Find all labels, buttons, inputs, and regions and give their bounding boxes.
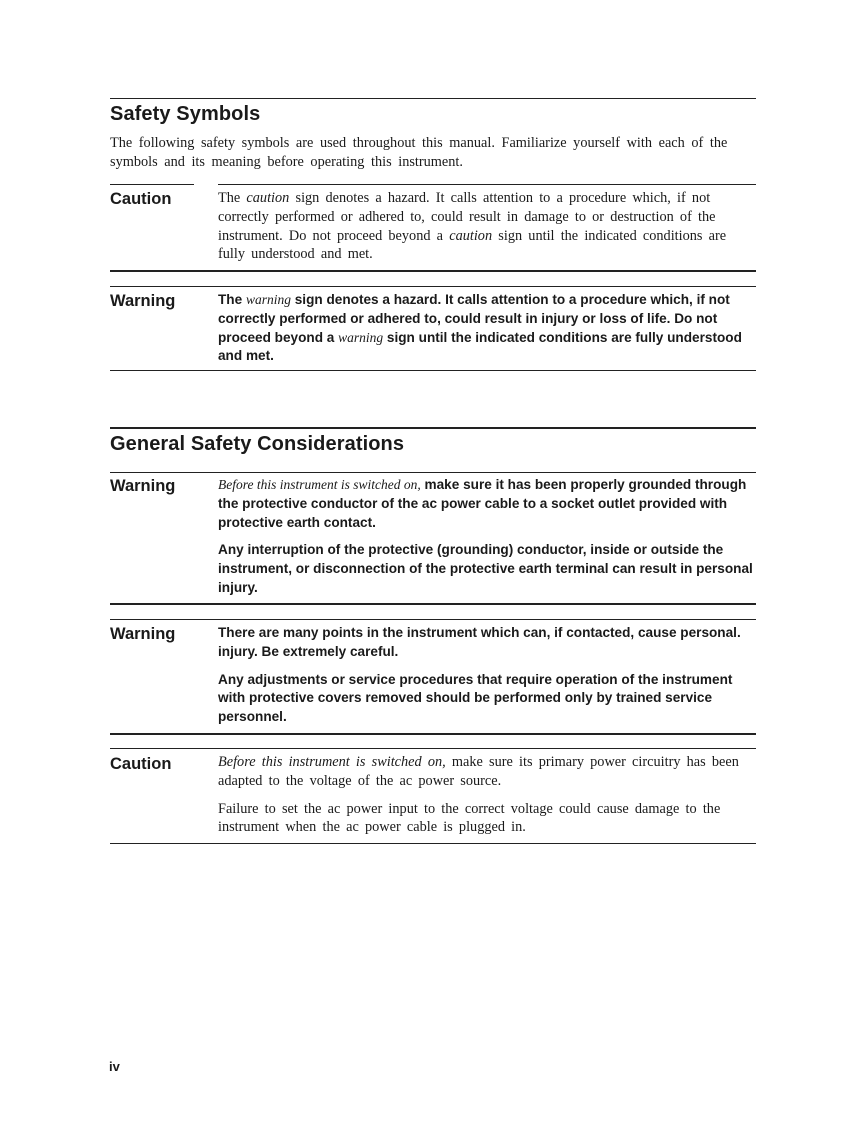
warning-1-label: Warning <box>110 477 176 495</box>
caution-2-bottom-rule <box>110 843 756 844</box>
warning-1-paragraph-1: Before this instrument is switched on, make sure it has been properly grounded through the protective conductor of the ac power cable to a socket outlet provided with protective earth contact. <box>218 477 747 530</box>
warning-1-bottom-rule <box>110 603 756 605</box>
warning-bottom-rule <box>110 370 756 371</box>
caution-2-text <box>218 753 755 846</box>
warning-1-paragraph-2: Any interruption of the protective (grounding) conductor, inside or outside the instrument, or disconnection of the protective earth terminal can result in personal injury. <box>218 542 753 595</box>
warning-2-top-rule <box>110 619 756 620</box>
caution-2-paragraph-2: Failure to set the ac power input to the correct voltage could cause damage to the instrument when the ac power cable is plugged in. <box>218 800 721 836</box>
general-top-rule <box>110 427 756 429</box>
warning-1-lead: Before this instrument is switched on, <box>218 477 421 492</box>
warning-2-bottom-rule <box>110 733 756 735</box>
caution-bottom-rule <box>110 270 756 272</box>
caution-paragraph: The caution sign denotes a hazard. It calls attention to a procedure which, if not correctly performed or adhered to, could result in damage to or destruction of the instrument. Do not proceed beyond a caution sign until the indicated conditions are fully understood and met. <box>218 190 727 263</box>
warning-paragraph: The warning sign denotes a hazard. It calls attention to a procedure which, if not correctly performed or adhered to, could result in injury or loss of life. Do not proceed beyond a warning sign until the indicated conditions are fully understood and met. <box>218 292 742 364</box>
warning-2-text <box>218 624 755 736</box>
warning-term-2: warning <box>338 329 384 345</box>
caution-top-rule <box>218 184 756 185</box>
page-number: iv <box>109 1059 120 1074</box>
warning-label: Warning <box>110 292 176 310</box>
safety-symbols-title: Safety Symbols <box>110 103 261 125</box>
caution-label: Caution <box>110 190 172 208</box>
warning-2-label: Warning <box>110 625 176 643</box>
warning-2-paragraph-1: There are many points in the instrument which can, if contacted, cause personal. injury. Be extremely careful. <box>218 625 741 659</box>
section-top-rule <box>110 98 756 99</box>
caution-text <box>218 189 755 273</box>
caution-2-label: Caution <box>110 755 172 773</box>
warning-1-text <box>218 476 755 607</box>
warning-text <box>218 291 755 375</box>
safety-symbols-intro: The following safety symbols are used throughout this manual. Familiarize yourself with each of the symbols and its meaning before operating this instrument. <box>110 135 728 170</box>
warning-1-top-rule <box>110 472 756 473</box>
caution-2-paragraph-1: Before this instrument is switched on, make sure its primary power circuitry has been adapted to the voltage of the ac power source. <box>218 754 739 789</box>
caution-label-rule <box>110 184 194 185</box>
general-safety-title: General Safety Considerations <box>110 433 405 455</box>
caution-term-2: caution <box>449 227 493 244</box>
caution-term: caution <box>246 190 290 206</box>
caution-2-lead: Before this instrument is switched on, <box>218 754 446 770</box>
warning-top-rule <box>110 286 756 287</box>
warning-term: warning <box>245 292 291 307</box>
warning-2-paragraph-2: Any adjustments or service procedures that require operation of the instrument with protective covers removed should be performed only by trained service personnel. <box>218 671 733 725</box>
caution-2-top-rule <box>110 748 756 749</box>
